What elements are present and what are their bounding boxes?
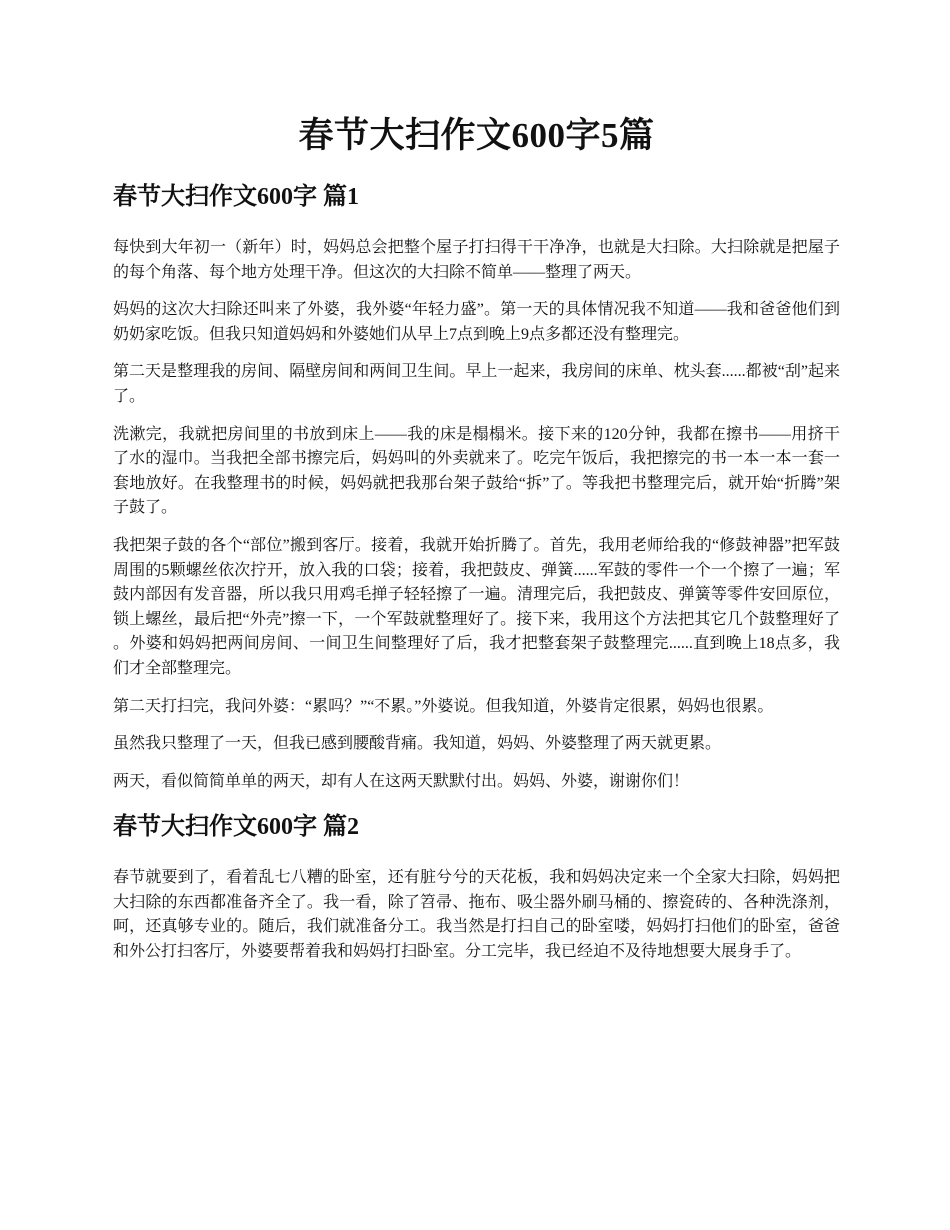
section-1	[113, 180, 840, 794]
paragraph: 妈妈的这次大扫除还叫来了外婆，我外婆“年轻力盛”。第一天的具体情况我不知道——我和爸爸他们到奶奶家吃饭。但我只知道妈妈和外婆她们从早上7点到晚上9点多都还没有整理完。	[113, 301, 840, 343]
paragraph: 第二天打扫完，我问外婆：“累吗？”“不累。”外婆说。但我知道，外婆肯定很累，妈妈也很累。	[113, 697, 774, 715]
paragraph: 每快到大年初一（新年）时，妈妈总会把整个屋子打扫得干干净净，也就是大扫除。大扫除就是把屋子的每个角落、每个地方处理干净。但这次的大扫除不简单——整理了两天。	[113, 239, 840, 281]
section-heading-text: 春节大扫作文600字	[113, 814, 317, 841]
section-heading-text: 春节大扫作文600字	[113, 184, 317, 210]
paragraph: 春节就要到了，看着乱七八糟的卧室，还有脏兮兮的天花板，我和妈妈决定来一个全家大扫除，妈妈把大扫除的东西都准备齐全了。我一看，除了笤帚、拖布、吸尘器外刷马桶的、擦瓷砖的、各种洗涤剂，呵，还真够专业的。随后，我们就准备分工。我当然是打扫自己的卧室喽，妈妈打扫他们的卧室，爸爸和外公打扫客厅，外婆要帮着我和妈妈打扫卧室。分工完毕，我已经迫不及待地想要大展身手了。	[113, 869, 840, 961]
document-title: 春节大扫作文600字5篇	[298, 116, 655, 155]
paragraph: 洗漱完，我就把房间里的书放到床上——我的床是榻榻米。接下来的120分钟，我都在擦书——用挤干了水的湿巾。当我把全部书擦完后，妈妈叫的外卖就来了。吃完午饭后，我把擦完的书一本一本一套一套地放好。在我整理书的时候，妈妈就把我那台架子鼓给“拆”了。等我把书整理完后，就开始“折腾”架子鼓了。	[113, 425, 840, 517]
section-heading-number: 篇1	[323, 184, 359, 210]
section-heading	[113, 180, 840, 214]
section-2	[113, 810, 840, 964]
section-heading	[113, 810, 840, 844]
paragraph: 两天，看似简简单单的两天，却有人在这两天默默付出。妈妈、外婆，谢谢你们！	[113, 772, 690, 790]
paragraph: 虽然我只整理了一天，但我已感到腰酸背痛。我知道，妈妈、外婆整理了两天就更累。	[113, 735, 722, 753]
paragraph: 第二天是整理我的房间、隔壁房间和两间卫生间。早上一起来，我房间的床单、枕头套......都被“刮”起来了。	[113, 363, 840, 405]
paragraph: 我把架子鼓的各个“部位”搬到客厅。接着，我就开始折腾了。首先，我用老师给我的“修鼓神器”把军鼓周围的5颗螺丝依次拧开，放入我的口袋；接着，我把鼓皮、弹簧......军鼓的零件一个一个擦了一遍；军鼓内部因有发音器，所以我只用鸡毛掸子轻轻擦了一遍。清理完后，我把鼓皮、弹簧等零件安回原位，锁上螺丝，最后把“外壳”擦一下，一个军鼓就整理好了。接下来，我用这个方法把其它几个鼓整理好了。外婆和妈妈把两间房间、一间卫生间整理好了后，我才把整套架子鼓整理完......直到晚上18点多，我们才全部整理完。	[113, 536, 840, 677]
section-heading-number: 篇2	[323, 814, 359, 841]
document-page	[113, 0, 840, 965]
